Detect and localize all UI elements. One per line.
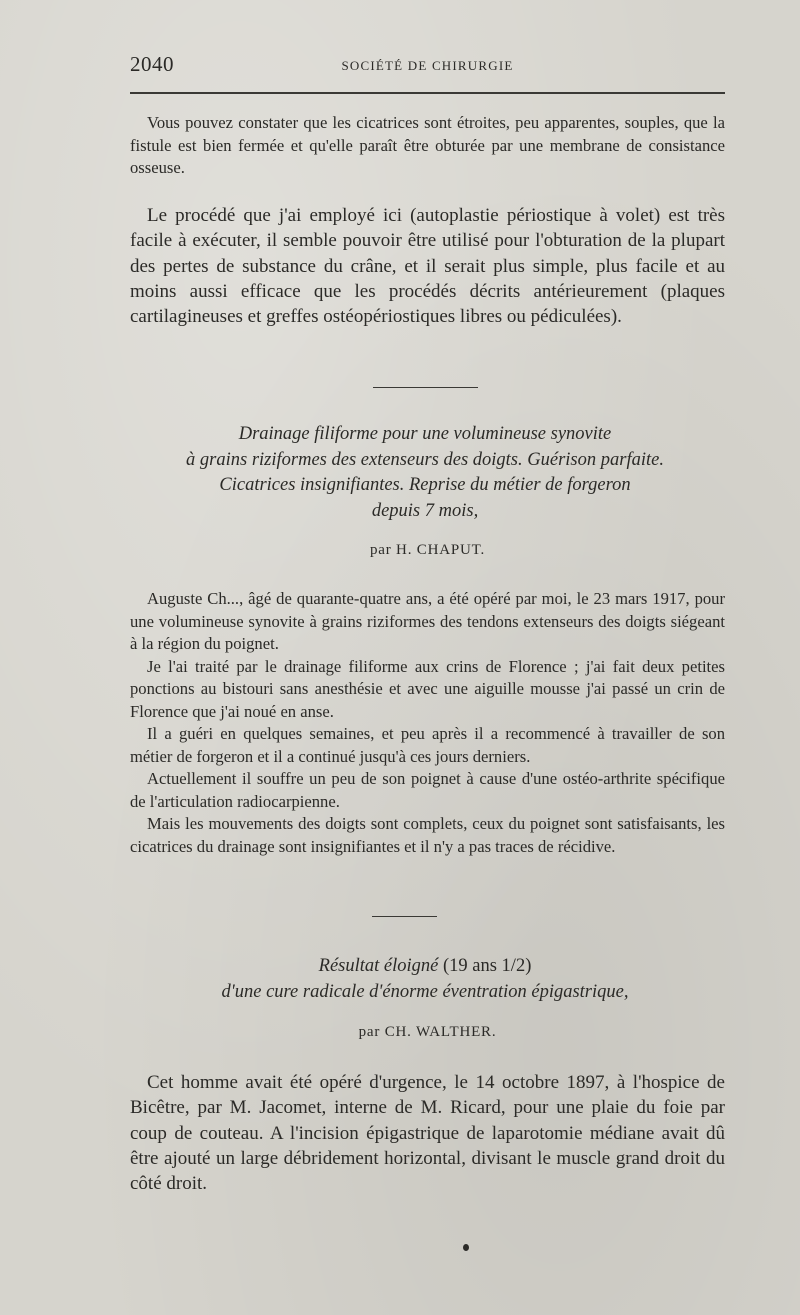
body-paragraph: Auguste Ch..., âgé de quarante-quatre ans, a été opéré par moi, le 23 mars 1917, pour une volumineuse synovite à grains riziformes des tendons extenseurs des doigts siégeant à la région du poignet. xyxy=(130,589,725,653)
body-paragraph: Mais les mouvements des doigts sont complets, ceux du poignet sont satisfaisants, les cicatrices du drainage sont insignifiantes et il n'y a pas traces de récidive. xyxy=(130,814,725,856)
body-text: Vous pouvez constater que les cicatrices sont étroites, peu apparentes, souples, que la fistule est bien fermée et qu'elle paraît être obturée par une membrane de consistance osseuse. xyxy=(130,113,725,177)
title-line xyxy=(110,954,740,980)
section-separator xyxy=(373,387,478,388)
title-line: à grains riziformes des extenseurs des doigts. Guérison parfaite. xyxy=(186,449,664,470)
title-italic: Résultat éloigné xyxy=(318,956,439,976)
article-body xyxy=(130,1070,725,1196)
section-separator xyxy=(372,916,437,917)
header-rule xyxy=(130,92,725,94)
title-line: Drainage filiforme pour une volumineuse synovite xyxy=(238,424,612,444)
title-line: depuis 7 mois, xyxy=(371,500,479,521)
body-paragraph: Actuellement il souffre un peu de son poignet à cause d'une ostéo-arthrite spécifique de l'articulation radiocarpienne. xyxy=(130,769,725,811)
ink-dot xyxy=(463,1244,469,1251)
title-upright: (19 ans 1/2) xyxy=(438,956,532,976)
title-line: d'une cure radicale d'énorme éventration épigastrique, xyxy=(221,981,629,1002)
author-byline: par H. CHAPUT. xyxy=(369,542,486,558)
author-byline: par CH. WALTHER. xyxy=(358,1024,497,1040)
body-paragraph: Je l'ai traité par le drainage filiforme aux crins de Florence ; j'ai fait deux petites ponctions au bistouri sans anesthésie et avec une aiguille mousse j'ai passé un crin de Florence que j'ai noué en anse. xyxy=(130,656,725,721)
intro-paragraph-1 xyxy=(130,112,725,180)
intro-paragraph-2 xyxy=(130,203,725,329)
body-paragraph: Il a guéri en quelques semaines, et peu après il a recommencé à travailler de son métier de forgeron et il a continué jusqu'à ces jours derniers. xyxy=(130,724,725,766)
body-text: Le procédé que j'ai employé ici (autoplastie périostique à volet) est très facile à exécuter, il semble pouvoir être utilisé pour l'obturation de la plupart des pertes de substance du crâne, et il serait plus simple, plus facile et au moins aussi efficace que les procédés décrits antérieurement (plaques cartilagineuses et greffes ostéopériostiques libres ou pédiculées). xyxy=(130,205,725,328)
article-body xyxy=(130,588,725,858)
article-title xyxy=(110,954,740,1005)
body-paragraph: Cet homme avait été opéré d'urgence, le 14 octobre 1897, à l'hospice de Bicêtre, par M. Jacomet, interne de M. Ricard, pour une plaie du foie par coup de couteau. A l'incision épigastrique de laparotomie médiane avait dû être ajouté un large débridement horizontal, divisant le muscle grand droit du côté droit. xyxy=(130,1072,725,1195)
page-number: 2040 xyxy=(130,52,174,76)
page-header xyxy=(130,52,725,82)
title-line: Cicatrices insignifiantes. Reprise du métier de forgeron xyxy=(219,475,631,495)
running-head: SOCIÉTÉ DE CHIRURGIE xyxy=(341,58,514,73)
article-title xyxy=(110,422,740,524)
